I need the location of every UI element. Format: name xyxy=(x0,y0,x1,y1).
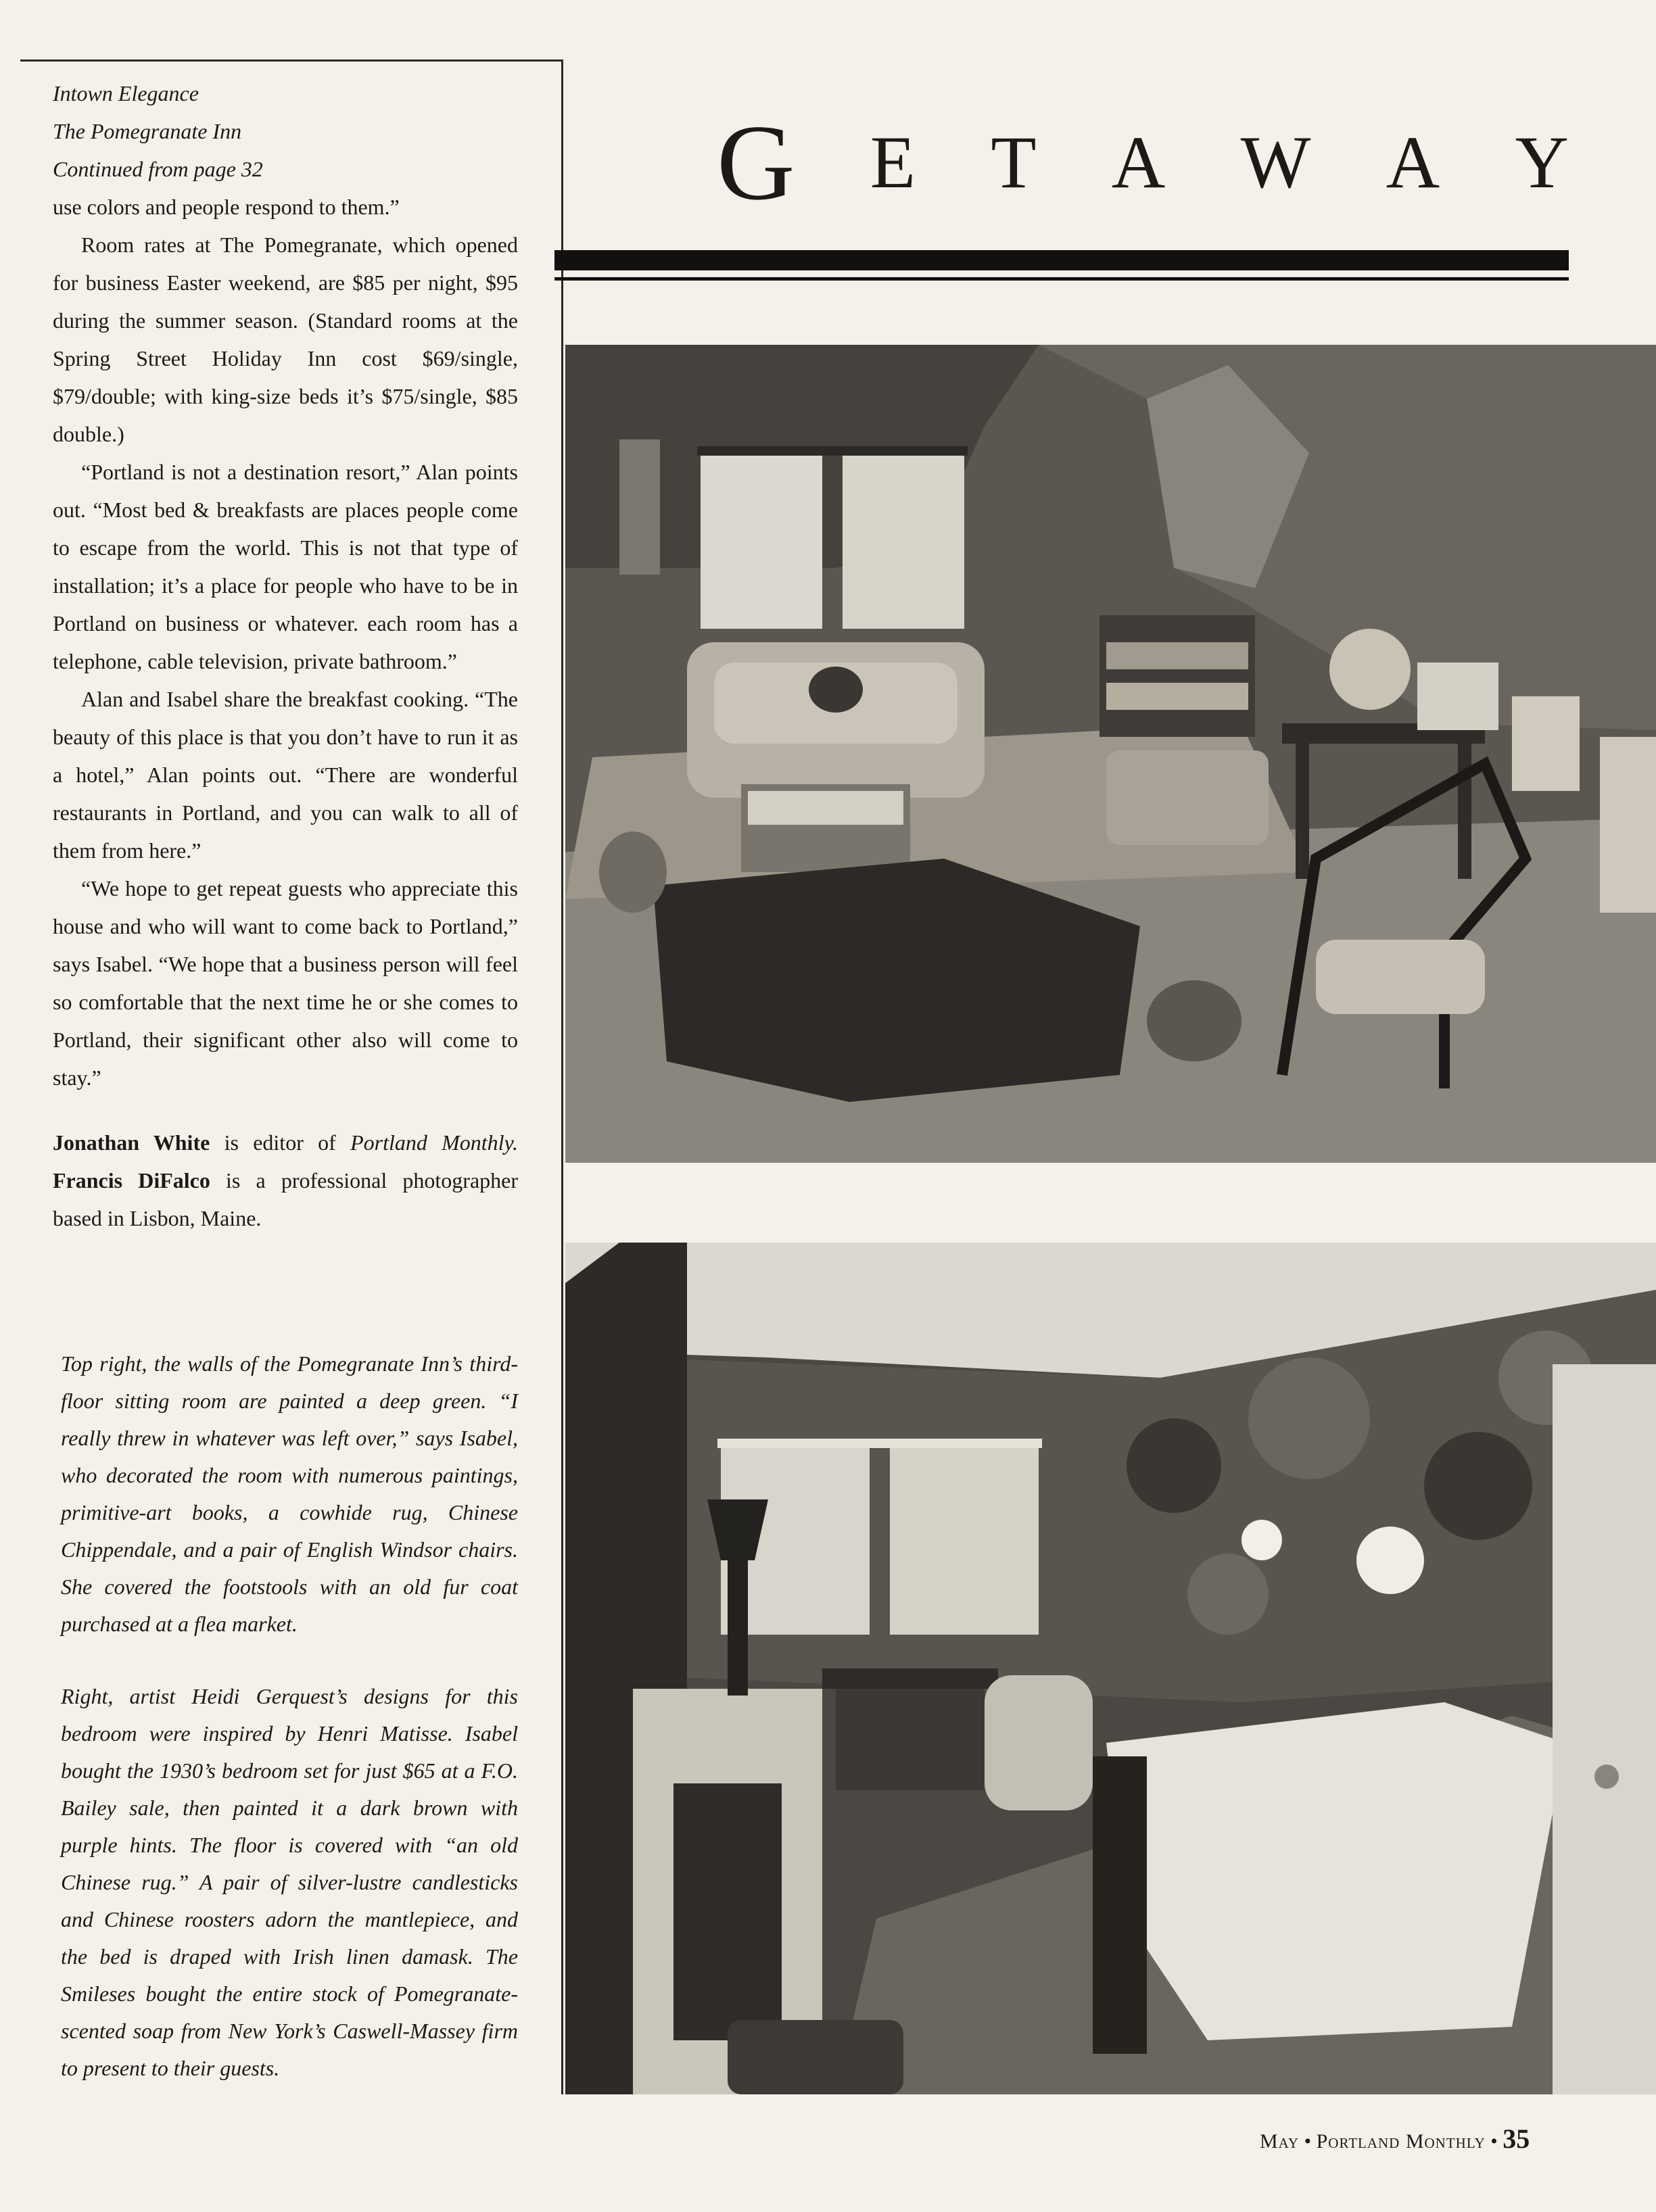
heading-letter: A xyxy=(1386,121,1440,203)
photographer-bio-text: is a professional photographer based in Lisbon, Maine. xyxy=(53,1168,518,1230)
heading-letter: A xyxy=(1111,121,1166,203)
photo-captions xyxy=(61,1345,518,2122)
author-bio-text: is editor of xyxy=(210,1130,351,1155)
page-footer xyxy=(1260,2123,1544,2155)
heading-letter: Y xyxy=(1515,121,1569,203)
heading-letter: E xyxy=(870,121,916,203)
paragraph-4: Alan and Isabel share the breakfast cooking. “The beauty of this place is that you don’t have to run it as a hotel,” Alan points out. “There are wonderful restaurants in Portland, and you can walk to all of them from here.” xyxy=(53,687,518,863)
continued-from: Continued from page 32 xyxy=(53,157,263,181)
caption-bottom: Right, artist Heidi Gerquest’s designs for this bedroom were inspired by Henri Matisse. Isabel bought the 1930’s bedroom set for just $65 at a F.O. Bailey sale, then painted it a dark brown with purple hints. The floor is covered with “an old Chinese rug.” A pair of silver-lustre candlesticks and Chinese roosters adorn the mantlepiece, and the bed is draped with Irish linen damask. The Smileses bought the entire stock of Pomegranate-scented soap from New York’s Caswell-Massey firm to present to their guests. xyxy=(61,1684,518,2080)
column-divider xyxy=(561,59,563,2094)
section-title: Intown Elegance xyxy=(53,81,199,105)
heading-letter: T xyxy=(991,121,1037,203)
heading-letter: W xyxy=(1240,121,1311,203)
photographer-name: Francis DiFalco xyxy=(53,1168,210,1193)
paragraph-2: Room rates at The Pomegranate, which opened for business Easter weekend, are $85 per night, $95 during the summer season. (Standard rooms at the Spring Street Holiday Inn cost $69/single, $79/double; with king-size beds it’s $75/single, $85 double.) xyxy=(53,233,518,446)
footer-magazine: Portland Monthly xyxy=(1316,2130,1486,2153)
page-number: 35 xyxy=(1503,2123,1530,2154)
paragraph-3: “Portland is not a destination resort,” Alan points out. “Most bed & breakfasts are places people come to escape from the world. This is not that type of installation; it’s a place for people who have to be in Portland on business or whatever. each room has a telephone, cable television, private bathroom.” xyxy=(53,460,518,673)
paragraph-1: use colors and people respond to them.” xyxy=(53,195,400,219)
heading-bar-thin xyxy=(554,277,1569,281)
top-rule xyxy=(20,59,563,62)
footer-month: May xyxy=(1260,2130,1300,2153)
caption-top: Top right, the walls of the Pomegranate Inn’s third-floor sitting room are painted a deep green. “I really threw in whatever was left over,” says Isabel, who decorated the room with numerous paintings, primitive-art books, a cowhide rug, Chinese Chippendale, and a pair of English Windsor chairs. She covered the footstools with an old fur coat purchased at a flea market. xyxy=(61,1351,518,1636)
author-bio xyxy=(53,1124,518,1237)
heading-bar xyxy=(554,250,1569,270)
publication-name: Portland Monthly. xyxy=(350,1130,518,1155)
author-name: Jonathan White xyxy=(53,1130,210,1155)
paragraph-5: “We hope to get repeat guests who appreciate this house and who will want to come back to Portland,” says Isabel. “We hope that a business person will feel so comfortable that the next time he or she comes to Portland, their significant other also will come to stay.” xyxy=(53,876,518,1090)
heading-letter: G xyxy=(717,102,795,222)
footer-bullet: • xyxy=(1490,2130,1498,2153)
getaway-heading xyxy=(717,102,1569,222)
bedroom-photo xyxy=(565,1243,1656,2094)
inn-name: The Pomegranate Inn xyxy=(53,119,242,143)
article-column xyxy=(53,74,518,1237)
footer-bullet: • xyxy=(1304,2130,1312,2153)
sitting-room-photo xyxy=(565,345,1656,1163)
